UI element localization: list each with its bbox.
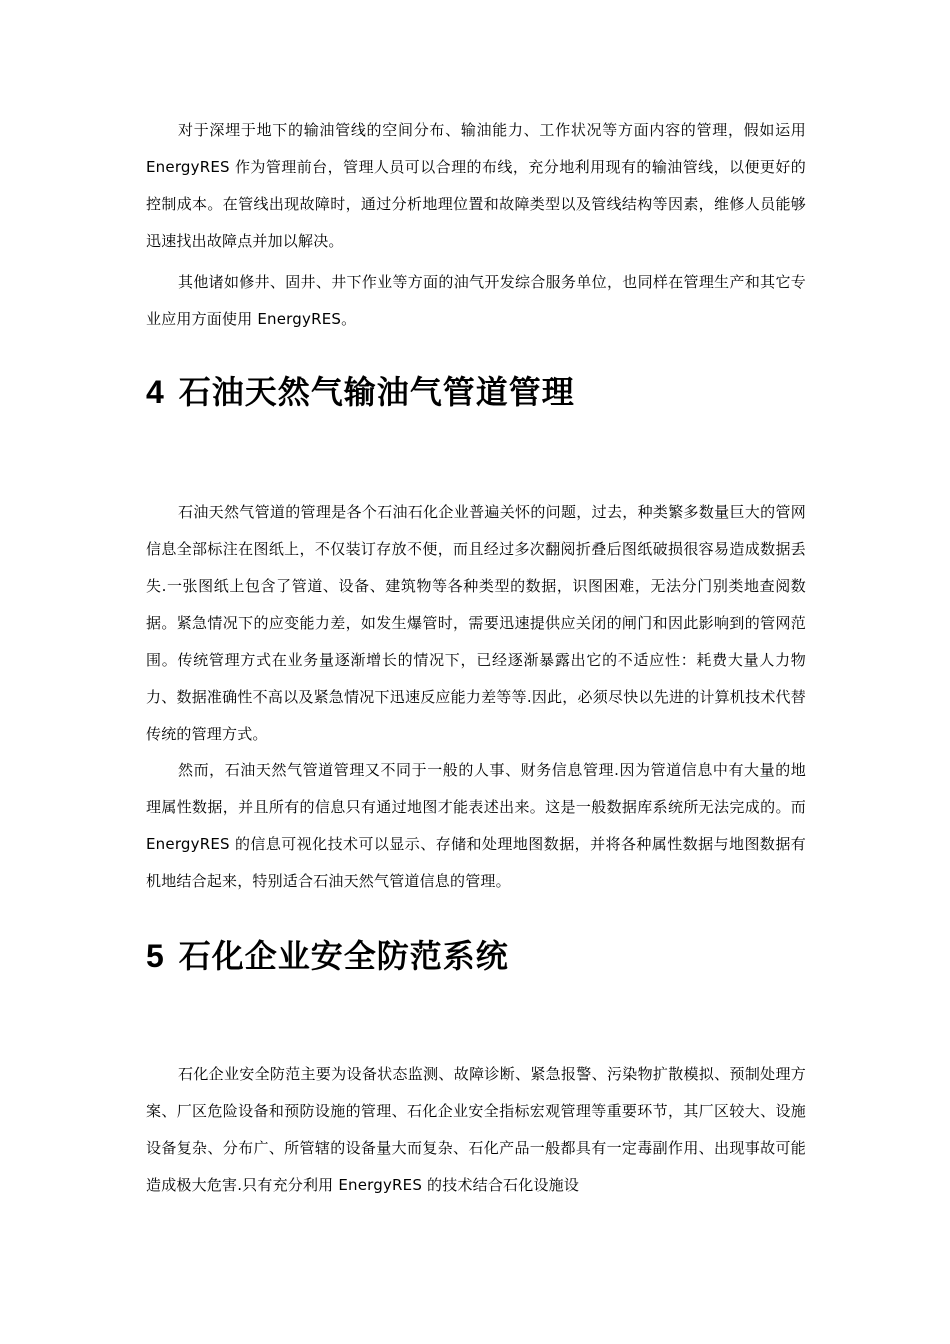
- paragraph-other-services: 其他诸如修井、固井、井下作业等方面的油气开发综合服务单位，也同样在管理生产和其它专业应用方面使用 EnergyRES。: [146, 273, 806, 328]
- section-title: 石化企业安全防范系统: [178, 937, 509, 975]
- paragraph-safety-system: 石化企业安全防范主要为设备状态监测、故障诊断、紧急报警、污染物扩散模拟、预制处理方案、厂区危险设备和预防设施的管理、石化企业安全指标宏观管理等重要环节，其厂区较大、设施设备复杂、分布广、所管辖的设备量大而复杂、石化产品一般都具有一定毒副作用、出现事故可能造成极大危害.只有充分利用 EnergyRES 的技术结合石化设施设: [146, 1065, 806, 1194]
- section-number: 4: [146, 374, 165, 410]
- paragraph-pipeline-management: 对于深埋于地下的输油管线的空间分布、输油能力、工作状况等方面内容的管理，假如运用 EnergyRES 作为管理前台，管理人员可以合理的布线，充分地利用现有的输油管线，以便更好的控制成本。在管线出现故障时，通过分析地理位置和故障类型以及管线结构等因素，维修人员能够迅速找出故障点并加以解决。: [146, 121, 806, 250]
- paragraph-pipeline-gis: 然而，石油天然气管道管理又不同于一般的人事、财务信息管理.因为管道信息中有大量的地理属性数据，并且所有的信息只有通过地图才能表述出来。这是一般数据库系统所无法完成的。而 EnergyRES 的信息可视化技术可以显示、存储和处理地图数据，并将各种属性数据与地图数据有机地结合起来，特别适合石油天然气管道信息的管理。: [146, 761, 806, 890]
- paragraph-pipeline-problems: 石油天然气管道的管理是各个石油石化企业普遍关怀的问题，过去，种类繁多数量巨大的管网信息全部标注在图纸上，不仅装订存放不便，而且经过多次翻阅折叠后图纸破损很容易造成数据丢失.一张图纸上包含了管道、设备、建筑物等各种类型的数据，识图困难，无法分门别类地查阅数据。紧急情况下的应变能力差，如发生爆管时，需要迅速提供应关闭的闸门和因此影响到的管网范围。传统管理方式在业务量逐渐增长的情况下，已经逐渐暴露出它的不适应性：耗费大量人力物力、数据准确性不高以及紧急情况下迅速反应能力差等等.因此，必须尽快以先进的计算机技术代替传统的管理方式。: [146, 503, 806, 743]
- section-title: 石油天然气输油气管道管理: [178, 373, 575, 411]
- section-number: 5: [146, 938, 165, 974]
- section-heading-4: [146, 372, 806, 412]
- section-heading-5: [146, 936, 806, 976]
